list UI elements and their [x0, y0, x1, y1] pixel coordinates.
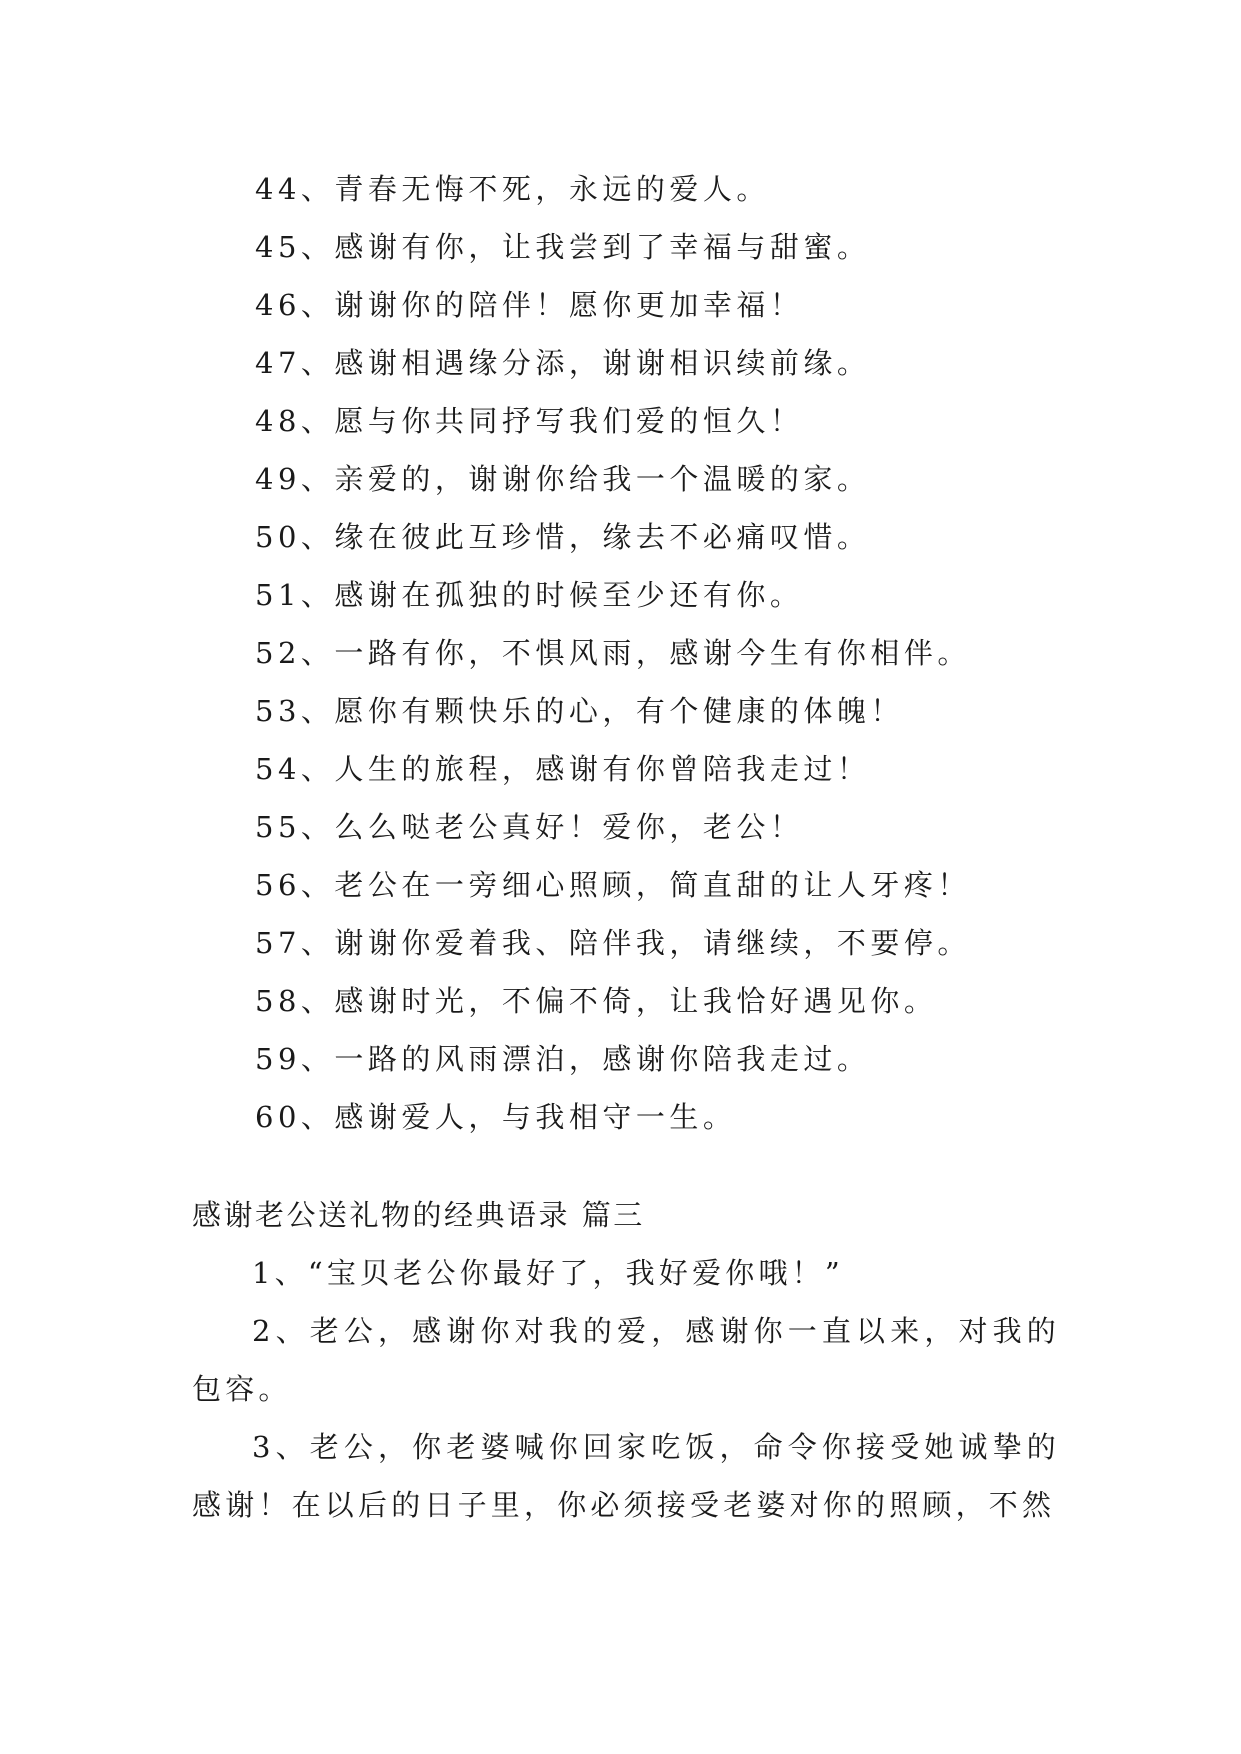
list-item: 47、感谢相遇缘分添，谢谢相识续前缘。 [255, 346, 871, 380]
list-item: 44、青春无悔不死，永远的爱人。 [255, 172, 770, 206]
list-item: 57、谢谢你爱着我、陪伴我，请继续，不要停。 [255, 926, 971, 960]
quote-list [192, 160, 1060, 1146]
document-body [192, 160, 1060, 1534]
list-item: 48、愿与你共同抒写我们爱的恒久！ [255, 404, 804, 438]
section-item: 1、“宝贝老公你最好了，我好爱你哦！” [252, 1256, 844, 1290]
list-item: 59、一路的风雨漂泊，感谢你陪我走过。 [255, 1042, 871, 1076]
list-item: 56、老公在一旁细心照顾，简直甜的让人牙疼！ [255, 868, 971, 902]
list-item: 52、一路有你，不惧风雨，感谢今生有你相伴。 [255, 636, 971, 670]
list-item: 60、感谢爱人，与我相守一生。 [255, 1100, 737, 1134]
list-item: 54、人生的旅程，感谢有你曾陪我走过！ [255, 752, 871, 786]
list-item: 46、谢谢你的陪伴！愿你更加幸福！ [255, 288, 804, 322]
list-item: 51、感谢在孤独的时候至少还有你。 [255, 578, 804, 612]
section-item: 2、老公，感谢你对我的爱，感谢你一直以来，对我的包容。 [192, 1314, 1060, 1406]
section-item: 3、老公，你老婆喊你回家吃饭，命令你接受她诚挚的感谢！在以后的日子里，你必须接受老婆对你的照顾，不然 [192, 1430, 1060, 1522]
list-item: 58、感谢时光，不偏不倚，让我恰好遇见你。 [255, 984, 938, 1018]
list-item: 53、愿你有颗快乐的心，有个健康的体魄！ [255, 694, 904, 728]
section-list [192, 1244, 1060, 1534]
section-gap [192, 1146, 1060, 1186]
list-item: 50、缘在彼此互珍惜，缘去不必痛叹惜。 [255, 520, 871, 554]
list-item: 45、感谢有你，让我尝到了幸福与甜蜜。 [255, 230, 871, 264]
list-item: 55、么么哒老公真好！爱你，老公！ [255, 810, 804, 844]
section-heading: 感谢老公送礼物的经典语录 篇三 [192, 1198, 645, 1232]
list-item: 49、亲爱的，谢谢你给我一个温暖的家。 [255, 462, 871, 496]
